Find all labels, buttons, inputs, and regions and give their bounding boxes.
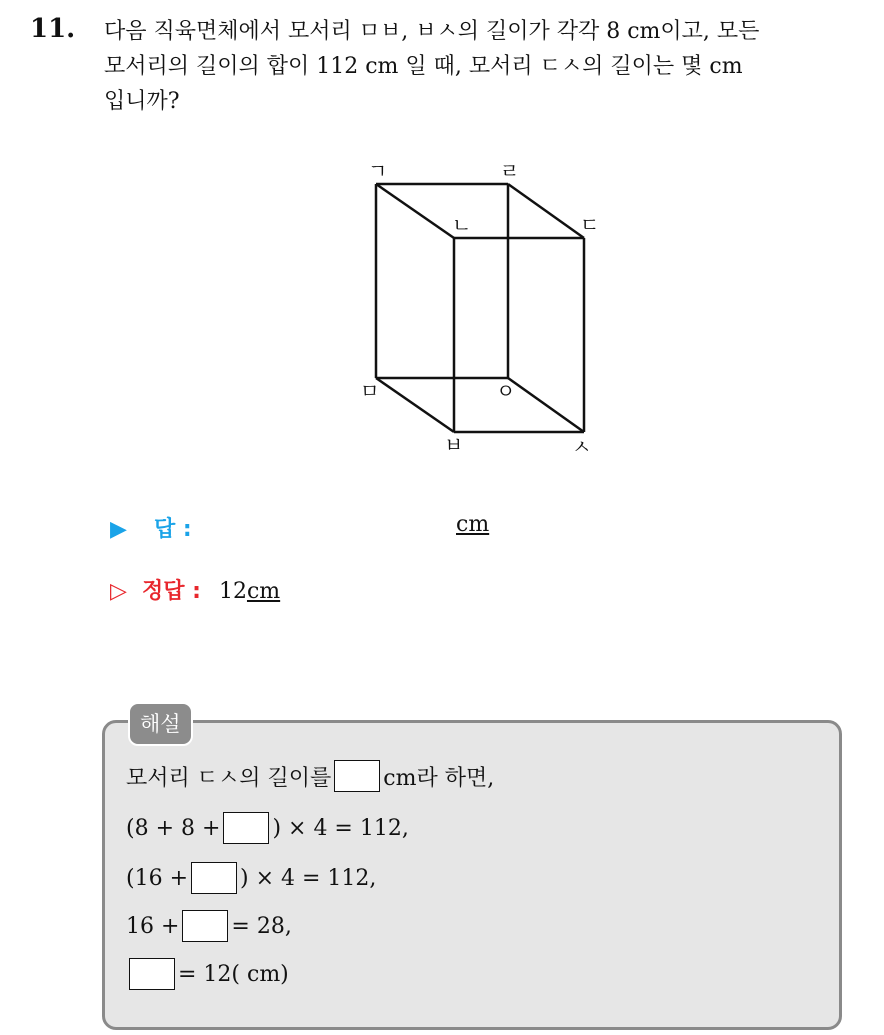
answer-unit: cm <box>456 512 490 537</box>
answer-label: 답 : <box>154 517 192 542</box>
cuboid-figure <box>340 150 620 470</box>
correct-answer-value: 12 <box>218 579 247 604</box>
edge-m-b <box>376 378 454 432</box>
solution-line-3-post: ) × 4 = 112, <box>240 865 377 891</box>
correct-answer-label: 정답 : <box>142 579 201 604</box>
question-text <box>104 14 864 119</box>
edge-o-s <box>508 378 584 432</box>
blank-box <box>191 862 237 894</box>
solution-line-3-pre: (16 + <box>126 865 189 891</box>
vertex-label-l: ㄹ <box>500 159 520 183</box>
solution-line-4-pre: 16 + <box>126 913 180 939</box>
blank-box <box>129 958 175 990</box>
solution-tag: 해설 <box>128 702 193 746</box>
question-line-3: 입니까? <box>104 89 180 114</box>
edge-l-d <box>508 184 584 238</box>
solution-line-3 <box>126 862 376 894</box>
correct-answer-row <box>110 574 280 605</box>
solution-line-2 <box>126 812 409 844</box>
solution-line-2-post: ) × 4 = 112, <box>272 815 409 841</box>
answer-row <box>110 512 192 543</box>
solution-line-5 <box>126 958 289 990</box>
play-triangle-icon: ▶ <box>110 517 127 542</box>
outline-triangle-icon: ▷ <box>110 579 127 604</box>
vertex-label-s: ㅅ <box>572 435 592 459</box>
vertex-label-g: ㄱ <box>368 159 388 183</box>
vertex-label-d: ㄷ <box>580 213 600 237</box>
solution-line-1-post: cm라 하면, <box>383 765 495 791</box>
question-number: 11. <box>30 14 76 44</box>
blank-box <box>223 812 269 844</box>
blank-box <box>182 910 228 942</box>
question-line-2: 모서리의 길이의 합이 112 cm 일 때, 모서리 ㄷㅅ의 길이는 몇 cm <box>104 54 743 79</box>
solution-line-4 <box>126 910 292 942</box>
solution-line-4-post: = 28, <box>231 913 292 939</box>
solution-line-5-post: = 12( cm) <box>178 961 289 987</box>
edge-g-n <box>376 184 454 238</box>
solution-line-2-pre: (8 + 8 + <box>126 815 221 841</box>
blank-box <box>334 760 380 792</box>
vertex-label-o: ㅇ <box>496 379 516 403</box>
vertex-label-n: ㄴ <box>452 213 472 237</box>
correct-answer-unit: cm <box>246 579 281 604</box>
solution-line-1-pre: 모서리 ㄷㅅ의 길이를 <box>126 765 332 791</box>
question-line-1: 다음 직육면체에서 모서리 ㅁㅂ, ㅂㅅ의 길이가 각각 8 cm이고, 모든 <box>104 19 760 44</box>
vertex-label-b: ㅂ <box>444 433 464 457</box>
vertex-label-m: ㅁ <box>360 379 380 403</box>
solution-line-1 <box>126 760 494 792</box>
